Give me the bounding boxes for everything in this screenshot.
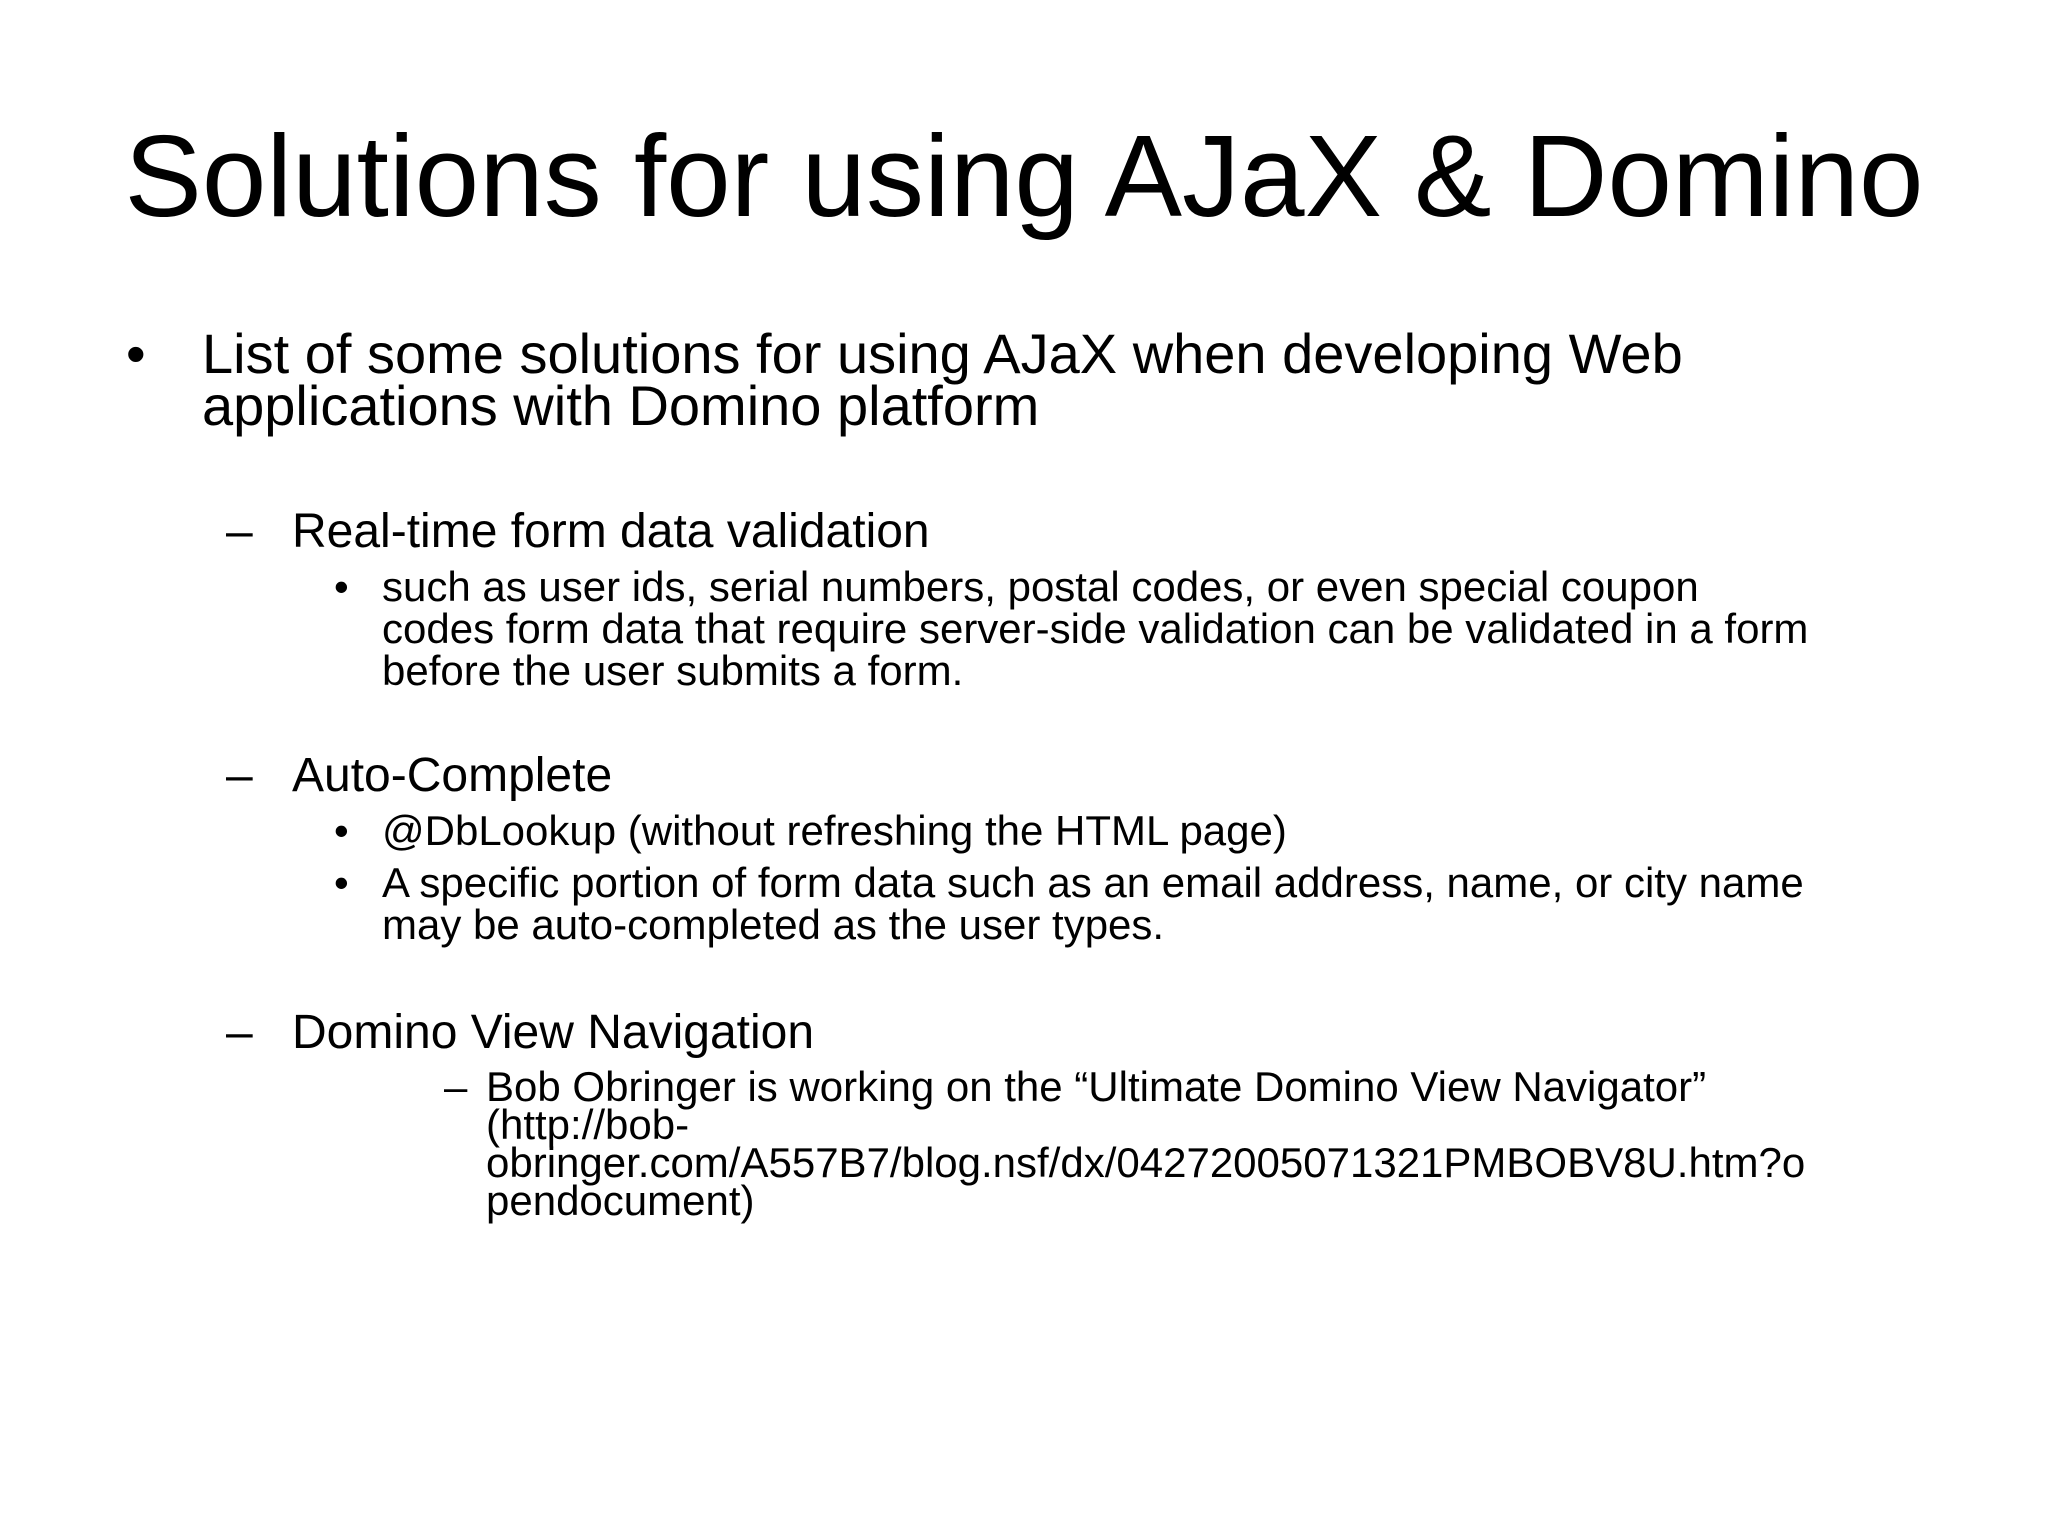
- validation-point-line-2: codes form data that require server-side validation can be validated in a form: [382, 605, 1809, 652]
- section-heading-navigation: [226, 1006, 815, 1059]
- intro-line-1: List of some solutions for using AJaX when developing Web: [202, 322, 1683, 385]
- autocomplete-point-1-line-1: @DbLookup (without refreshing the HTML page): [382, 807, 1287, 854]
- bullet-icon: •: [334, 563, 349, 610]
- navigation-point-line-2: (http://bob-: [486, 1101, 690, 1148]
- navigation-point-line-3: obringer.com/A557B7/blog.nsf/dx/04272005071321PMBOBV8U.htm?o: [486, 1139, 1806, 1186]
- section-heading-text: Real-time form data validation: [292, 505, 930, 558]
- section-heading-autocomplete: [226, 749, 613, 802]
- navigation-point-line-4: pendocument): [486, 1177, 755, 1224]
- autocomplete-point-2-line-1: A specific portion of form data such as an email address, name, or city name: [382, 859, 1804, 906]
- navigation-point-line-1: Bob Obringer is working on the “Ultimate Domino View Navigator”: [486, 1063, 1707, 1110]
- slide-title: Solutions for using AJaX & Domino: [124, 111, 1924, 241]
- dash-icon: –: [444, 1063, 468, 1110]
- dash-icon: –: [226, 749, 253, 802]
- navigation-point: [444, 1063, 1806, 1224]
- validation-point-line-3: before the user submits a form.: [382, 647, 964, 694]
- dash-icon: –: [226, 1006, 253, 1059]
- intro-line-2: applications with Domino platform: [202, 374, 1040, 437]
- dash-icon: –: [226, 505, 253, 558]
- section-heading-text: Auto-Complete: [292, 749, 613, 802]
- section-heading-validation: [226, 505, 930, 558]
- autocomplete-point-2-line-2: may be auto-completed as the user types.: [382, 901, 1165, 948]
- bullet-icon: •: [334, 807, 349, 854]
- autocomplete-point-1: [334, 807, 1287, 854]
- intro-bullet: [126, 322, 1683, 437]
- validation-point-line-1: such as user ids, serial numbers, postal codes, or even special coupon: [382, 563, 1699, 610]
- autocomplete-point-2: [334, 859, 1804, 948]
- bullet-icon: •: [126, 322, 146, 385]
- bullet-icon: •: [334, 859, 349, 906]
- validation-point: [334, 563, 1809, 694]
- section-heading-text: Domino View Navigation: [292, 1006, 815, 1059]
